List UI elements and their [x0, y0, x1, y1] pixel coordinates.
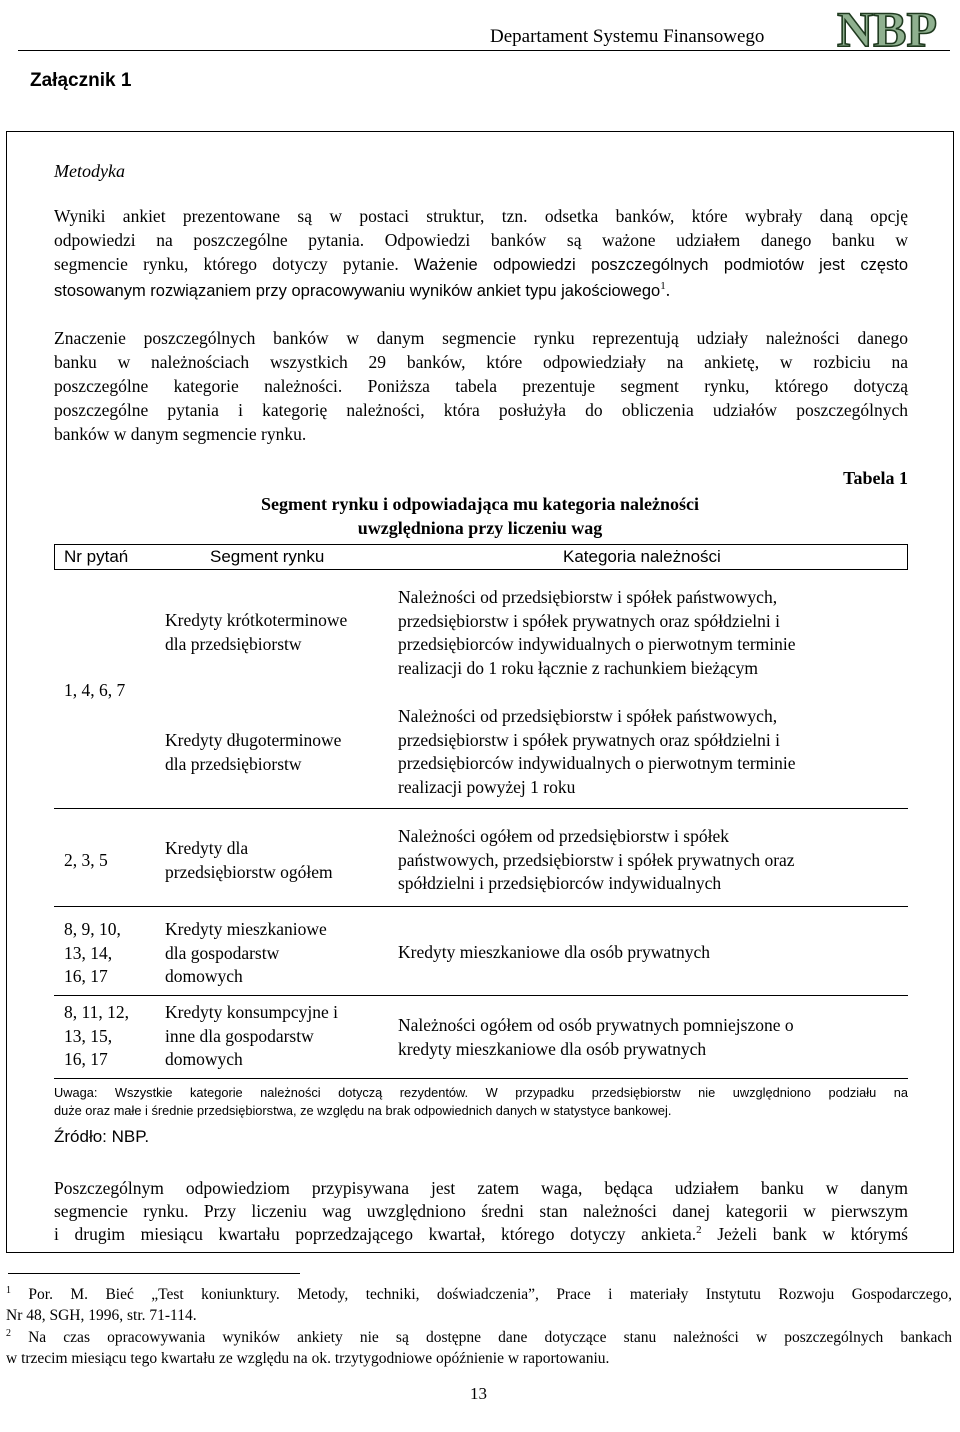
cell-line: 16, 17	[64, 966, 108, 986]
table-cell-category	[398, 705, 904, 799]
table-cell-segment	[165, 918, 390, 989]
header-cell-nr: Nr pytań	[64, 547, 129, 566]
text-line: Znaczenie poszczególnych banków w danym segmencie rynku reprezentują udziały należności danego	[54, 328, 908, 348]
footnote-ref[interactable]: 1	[660, 280, 666, 293]
section-heading: Metodyka	[54, 161, 125, 181]
text-span: Na czas opracowywania wyników ankiety nie są dostępne dane dotyczące stanu należności w poszczególnych bankach	[11, 1329, 952, 1346]
cell-line: Należności ogółem od osób prywatnych pomniejszone o	[398, 1015, 794, 1035]
cell-line: realizacji do 1 roku łącznie z rachunkiem bieżącym	[398, 657, 759, 678]
text-span: .	[665, 280, 671, 300]
cell-line: Należności od przedsiębiorstw i spółek państwowych,	[398, 587, 778, 607]
text-line	[54, 1223, 908, 1247]
cell-line: spółdzielni i przedsiębiorców indywidualnych	[398, 873, 722, 893]
header-rule	[18, 50, 950, 51]
text-span: Por. M. Bieć „Test koniunktury. Metody, techniki, doświadczenia”, Prace i materiały Instytutu Rozwoju Gospodarczego,	[11, 1286, 952, 1303]
cell-line: 16, 17	[64, 1049, 108, 1069]
cell-line: przedsiębiorców indywidualnych o pierwotnym terminie	[398, 634, 796, 654]
table-note	[54, 1084, 908, 1120]
cell-line: 13, 15,	[64, 1025, 113, 1046]
table-title-line: uwzględniona przy liczeniu wag	[357, 518, 603, 538]
cell-line: kredyty mieszkaniowe dla osób prywatnych	[398, 1038, 707, 1059]
page-number: 13	[470, 1384, 487, 1403]
cell-line: domowych	[165, 966, 243, 986]
table-cell-nr	[64, 1001, 129, 1072]
table-cell-segment	[165, 729, 390, 776]
department-title: Departament Systemu Finansowego	[490, 26, 765, 47]
footnote-2-cont: w trzecim miesiącu tego kwartału ze względu na ok. trzytygodniowe opóźnienie w raportowaniu.	[6, 1350, 610, 1367]
footnote-1	[6, 1285, 952, 1305]
footnote-2	[6, 1328, 952, 1348]
cell-line: realizacji powyżej 1 roku	[398, 776, 576, 797]
table-bottom-rule	[54, 1078, 908, 1079]
logo-text: NBP	[837, 4, 937, 52]
cell-line: domowych	[165, 1049, 243, 1069]
cell-line: przedsiębiorców indywidualnych o pierwotnym terminie	[398, 753, 796, 773]
text-line: banku w należnościach wszystkich 29 banków, które odpowiedziały na ankietę, w rozbiciu na	[54, 352, 908, 372]
footnote-number: 2	[6, 1327, 11, 1339]
footnote-number: 1	[6, 1284, 11, 1296]
text-line: Poszczególnym odpowiedziom przypisywana jest zatem waga, będąca udziałem banku w danym	[54, 1178, 908, 1198]
note-line: duże oraz małe i średnie przedsiębiorstwa, ze względu na brak odpowiednich danych w statystyce bankowej.	[54, 1103, 672, 1118]
table-cell-segment	[165, 609, 390, 656]
cell-line: przedsiębiorstw i spółek prywatnych oraz spółdzielni i	[398, 729, 780, 750]
table-cell-category	[398, 1014, 904, 1061]
table-cell-category	[398, 586, 904, 680]
annex-label: Załącznik 1	[30, 70, 132, 91]
cell-line: dla przedsiębiorstw	[165, 633, 302, 654]
table-number: Tabela 1	[843, 468, 908, 488]
cell-line: Należności od przedsiębiorstw i spółek państwowych,	[398, 706, 778, 726]
table-title-line: Segment rynku i odpowiadająca mu kategoria należności	[260, 494, 699, 514]
table-cell-nr: 2, 3, 5	[64, 850, 108, 870]
text-span: Ważenie odpowiedzi poszczególnych podmiotów jest często	[414, 256, 909, 274]
cell-line: 8, 9, 10,	[64, 919, 121, 939]
table-cell-segment	[165, 837, 390, 884]
table-divider	[54, 808, 908, 809]
text-line	[54, 253, 908, 278]
text-line: Wyniki ankiet prezentowane są w postaci struktur, tzn. odsetka banków, które wybrały daną opcję	[54, 206, 908, 226]
text-line: odpowiedzi na poszczególne pytania. Odpowiedzi banków są ważone udziałem danego banku w	[54, 230, 908, 250]
cell-line: 8, 11, 12,	[64, 1002, 129, 1022]
cell-line: dla przedsiębiorstw	[165, 753, 302, 774]
cell-line: państwowych, przedsiębiorstw i spółek prywatnych oraz	[398, 849, 795, 870]
cell-line: Kredyty długoterminowe	[165, 730, 342, 750]
text-span: stosowanym rozwiązaniem przy opracowywaniu wyników ankiet typu jakościowego	[54, 282, 661, 300]
text-line: segmencie rynku. Przy liczeniu wag uwzględniono średni stan należności danej kategorii w pierwszym	[54, 1201, 908, 1221]
cell-line: inne dla gospodarstw	[165, 1025, 314, 1046]
footnote-1-cont: Nr 48, SGH, 1996, str. 71-114.	[6, 1307, 197, 1324]
cell-line: dla gospodarstw	[165, 942, 280, 963]
text-line	[54, 279, 908, 304]
text-span: Jeżeli bank w którymś	[701, 1224, 908, 1244]
text-span: segmencie rynku, którego dotyczy pytanie.	[54, 254, 399, 274]
cell-line: przedsiębiorstw ogółem	[165, 861, 333, 882]
header-cell-segment: Segment rynku	[210, 547, 325, 566]
table-cell-segment	[165, 1001, 390, 1072]
text-line: banków w danym segmencie rynku.	[54, 424, 307, 444]
cell-line: 13, 14,	[64, 942, 113, 963]
cell-line: Kredyty dla	[165, 838, 249, 858]
cell-line: Kredyty krótkoterminowe	[165, 610, 348, 630]
footnote-ref[interactable]: 2	[696, 1224, 702, 1237]
table-title	[160, 492, 800, 540]
table-cell-category	[398, 825, 904, 896]
table-cell-category: Kredyty mieszkaniowe dla osób prywatnych	[398, 942, 711, 962]
cell-line: Kredyty mieszkaniowe	[165, 919, 327, 939]
table-header	[54, 544, 908, 570]
cell-line: przedsiębiorstw i spółek prywatnych oraz spółdzielni i	[398, 610, 780, 631]
text-span: i drugim miesiącu kwartału poprzedzającego kwartał, którego dotyczy ankieta.	[54, 1224, 697, 1244]
table-cell-nr: 1, 4, 6, 7	[64, 680, 126, 700]
text-line: poszczególne kategorie należności. Poniższa tabela prezentuje segment rynku, którego dotyczą	[54, 376, 908, 396]
table-divider	[54, 995, 908, 996]
table-cell-nr	[64, 918, 121, 989]
note-line: Uwaga: Wszystkie kategorie należności dotyczą rezydentów. W przypadku przedsiębiorstw nie uwzględniono podziału na	[54, 1085, 908, 1100]
header-cell-category: Kategoria należności	[563, 547, 721, 566]
nbp-logo	[835, 4, 953, 52]
table-source: Źródło: NBP.	[54, 1127, 150, 1146]
cell-line: Należności ogółem od przedsiębiorstw i spółek	[398, 826, 729, 846]
text-line: poszczególne pytania i kategorię należności, która posłużyła do obliczenia udziałów poszczególnych	[54, 400, 908, 420]
table-divider	[54, 906, 908, 907]
footnote-rule	[8, 1273, 300, 1274]
cell-line: Kredyty konsumpcyjne i	[165, 1002, 339, 1022]
